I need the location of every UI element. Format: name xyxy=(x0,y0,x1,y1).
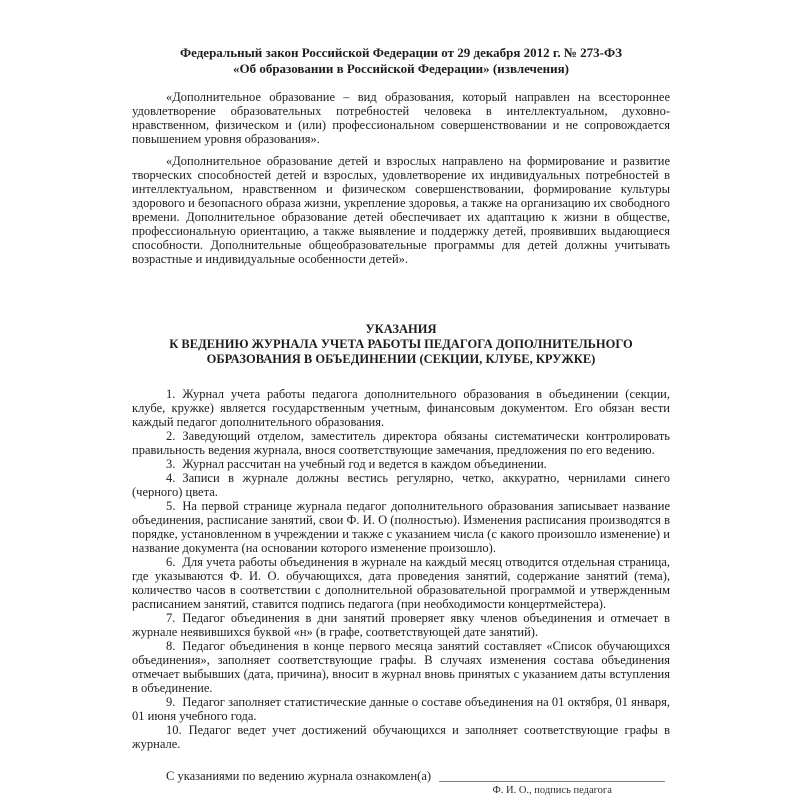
law-title xyxy=(132,45,670,77)
signature-block xyxy=(439,769,665,797)
instruction-text: На первой странице журнала педагог дополнительного образования записывает название объединения, расписание занятий, свои Ф. И. О (полностью). Изменения расписания производятся в порядке, установленном в учреждении и также с указанием числа (с какого произошло изменение) и название документа (на основании которого изменение произошло). xyxy=(132,499,670,555)
instruction-number: 6. xyxy=(166,555,176,569)
instruction-text: Журнал учета работы педагога дополнительного образования в объединении (секции, клубе, кружке) является государственным учетным, финансовым документом. Его обязан вести каждый педагог дополнительного образования. xyxy=(132,387,670,429)
instruction-number: 10. xyxy=(166,723,182,737)
instruction-number: 2. xyxy=(166,429,176,443)
instructions-heading-line3: ОБРАЗОВАНИЯ В ОБЪЕДИНЕНИИ (СЕКЦИИ, КЛУБЕ, КРУЖКЕ) xyxy=(206,352,596,366)
acknowledgement-label: С указаниями по ведению журнала ознакомлен(а) xyxy=(166,769,432,783)
instruction-text: Педагог заполняет статистические данные о составе объединения на 01 октября, 01 января, 01 июня учебного года. xyxy=(132,695,670,723)
instruction-item-5 xyxy=(132,499,670,555)
instruction-text: Педагог объединения в конце первого месяца занятий составляет «Список обучающихся объединения», заполняет соответствующие графы. В случаях изменения состава объединения отмечает выбывших (дата, причина), вносит в журнал вновь принятых с указанием даты вступления в объединение. xyxy=(132,639,670,695)
instruction-item-9 xyxy=(132,695,670,723)
instruction-item-3 xyxy=(132,457,670,471)
instructions-list xyxy=(132,387,670,751)
instruction-text: Журнал рассчитан на учебный год и ведется в каждом объединении. xyxy=(182,457,547,471)
document-content xyxy=(132,45,670,797)
instruction-number: 1. xyxy=(166,387,176,401)
law-excerpt-paragraph-2: «Дополнительное образование детей и взрослых направлено на формирование и развитие творческих способностей детей и взрослых, удовлетворение их индивидуальных потребностей в интеллектуальном, нравственном и физическом совершенствовании, формирование культуры здорового и безопасного образа жизни, укрепление здоровья, а также на организацию их свободного времени. Дополнительное образование детей обеспечивает их адаптацию к жизни в обществе, профессиональную ориентацию, а также выявление и поддержку детей, проявивших выдающиеся способности. Дополнительные общеобразовательные программы для детей должны учитывать возрастные и индивидуальные особенности детей». xyxy=(132,154,670,266)
instruction-number: 5. xyxy=(166,499,176,513)
instruction-text: Для учета работы объединения в журнале на каждый месяц отводится отдельная страница, где указываются Ф. И. О. обучающихся, дата проведения занятий, содержание занятий (тема), количество часов в соответствии с дополнительной образовательной программой и утвержденным расписанием занятий, ставится подпись педагога (при необходимости концертмейстера). xyxy=(132,555,670,611)
signature-caption: Ф. И. О., подпись педагога xyxy=(492,785,612,796)
instruction-item-8 xyxy=(132,639,670,695)
law-excerpt-paragraph-1: «Дополнительное образование – вид образования, который направлен на всестороннее удовлетворение образовательных потребностей человека в интеллектуальном, духовно-нравственном, физическом и (или) профессиональном совершенствовании и не сопровождается повышением уровня образования». xyxy=(132,90,670,146)
instruction-item-1 xyxy=(132,387,670,429)
instructions-heading-line1: УКАЗАНИЯ xyxy=(365,322,437,336)
instruction-item-6 xyxy=(132,555,670,611)
instruction-item-2 xyxy=(132,429,670,457)
instruction-text: Педагог объединения в дни занятий проверяет явку членов объединения и отмечает в журнале неявившихся буквой «н» (в графе, соответствующей дате занятий). xyxy=(132,611,670,639)
law-title-line2: «Об образовании в Российской Федерации» (извлечения) xyxy=(232,61,570,76)
instruction-item-7 xyxy=(132,611,670,639)
instructions-heading xyxy=(132,322,670,367)
instruction-text: Записи в журнале должны вестись регулярно, четко, аккуратно, чернилами синего (черного) цвета. xyxy=(132,471,670,499)
instruction-number: 7. xyxy=(166,611,176,625)
instruction-text: Заведующий отделом, заместитель директора обязаны систематически контролировать правильность ведения журнала, внося соответствующие замечания, предложения по его ведению. xyxy=(132,429,670,457)
instruction-item-4 xyxy=(132,471,670,499)
instruction-number: 9. xyxy=(166,695,176,709)
instruction-item-10 xyxy=(132,723,670,751)
instruction-number: 3. xyxy=(166,457,176,471)
acknowledgement-row xyxy=(132,769,670,797)
signature-line xyxy=(439,769,665,782)
instruction-number: 4. xyxy=(166,471,176,485)
instruction-text: Педагог ведет учет достижений обучающихся и заполняет соответствующие графы в журнале. xyxy=(132,723,670,751)
instructions-heading-line2: К ВЕДЕНИЮ ЖУРНАЛА УЧЕТА РАБОТЫ ПЕДАГОГА ДОПОЛНИТЕЛЬНОГО xyxy=(169,337,633,351)
instruction-number: 8. xyxy=(166,639,176,653)
law-title-line1: Федеральный закон Российской Федерации от 29 декабря 2012 г. № 273-ФЗ xyxy=(179,45,623,60)
